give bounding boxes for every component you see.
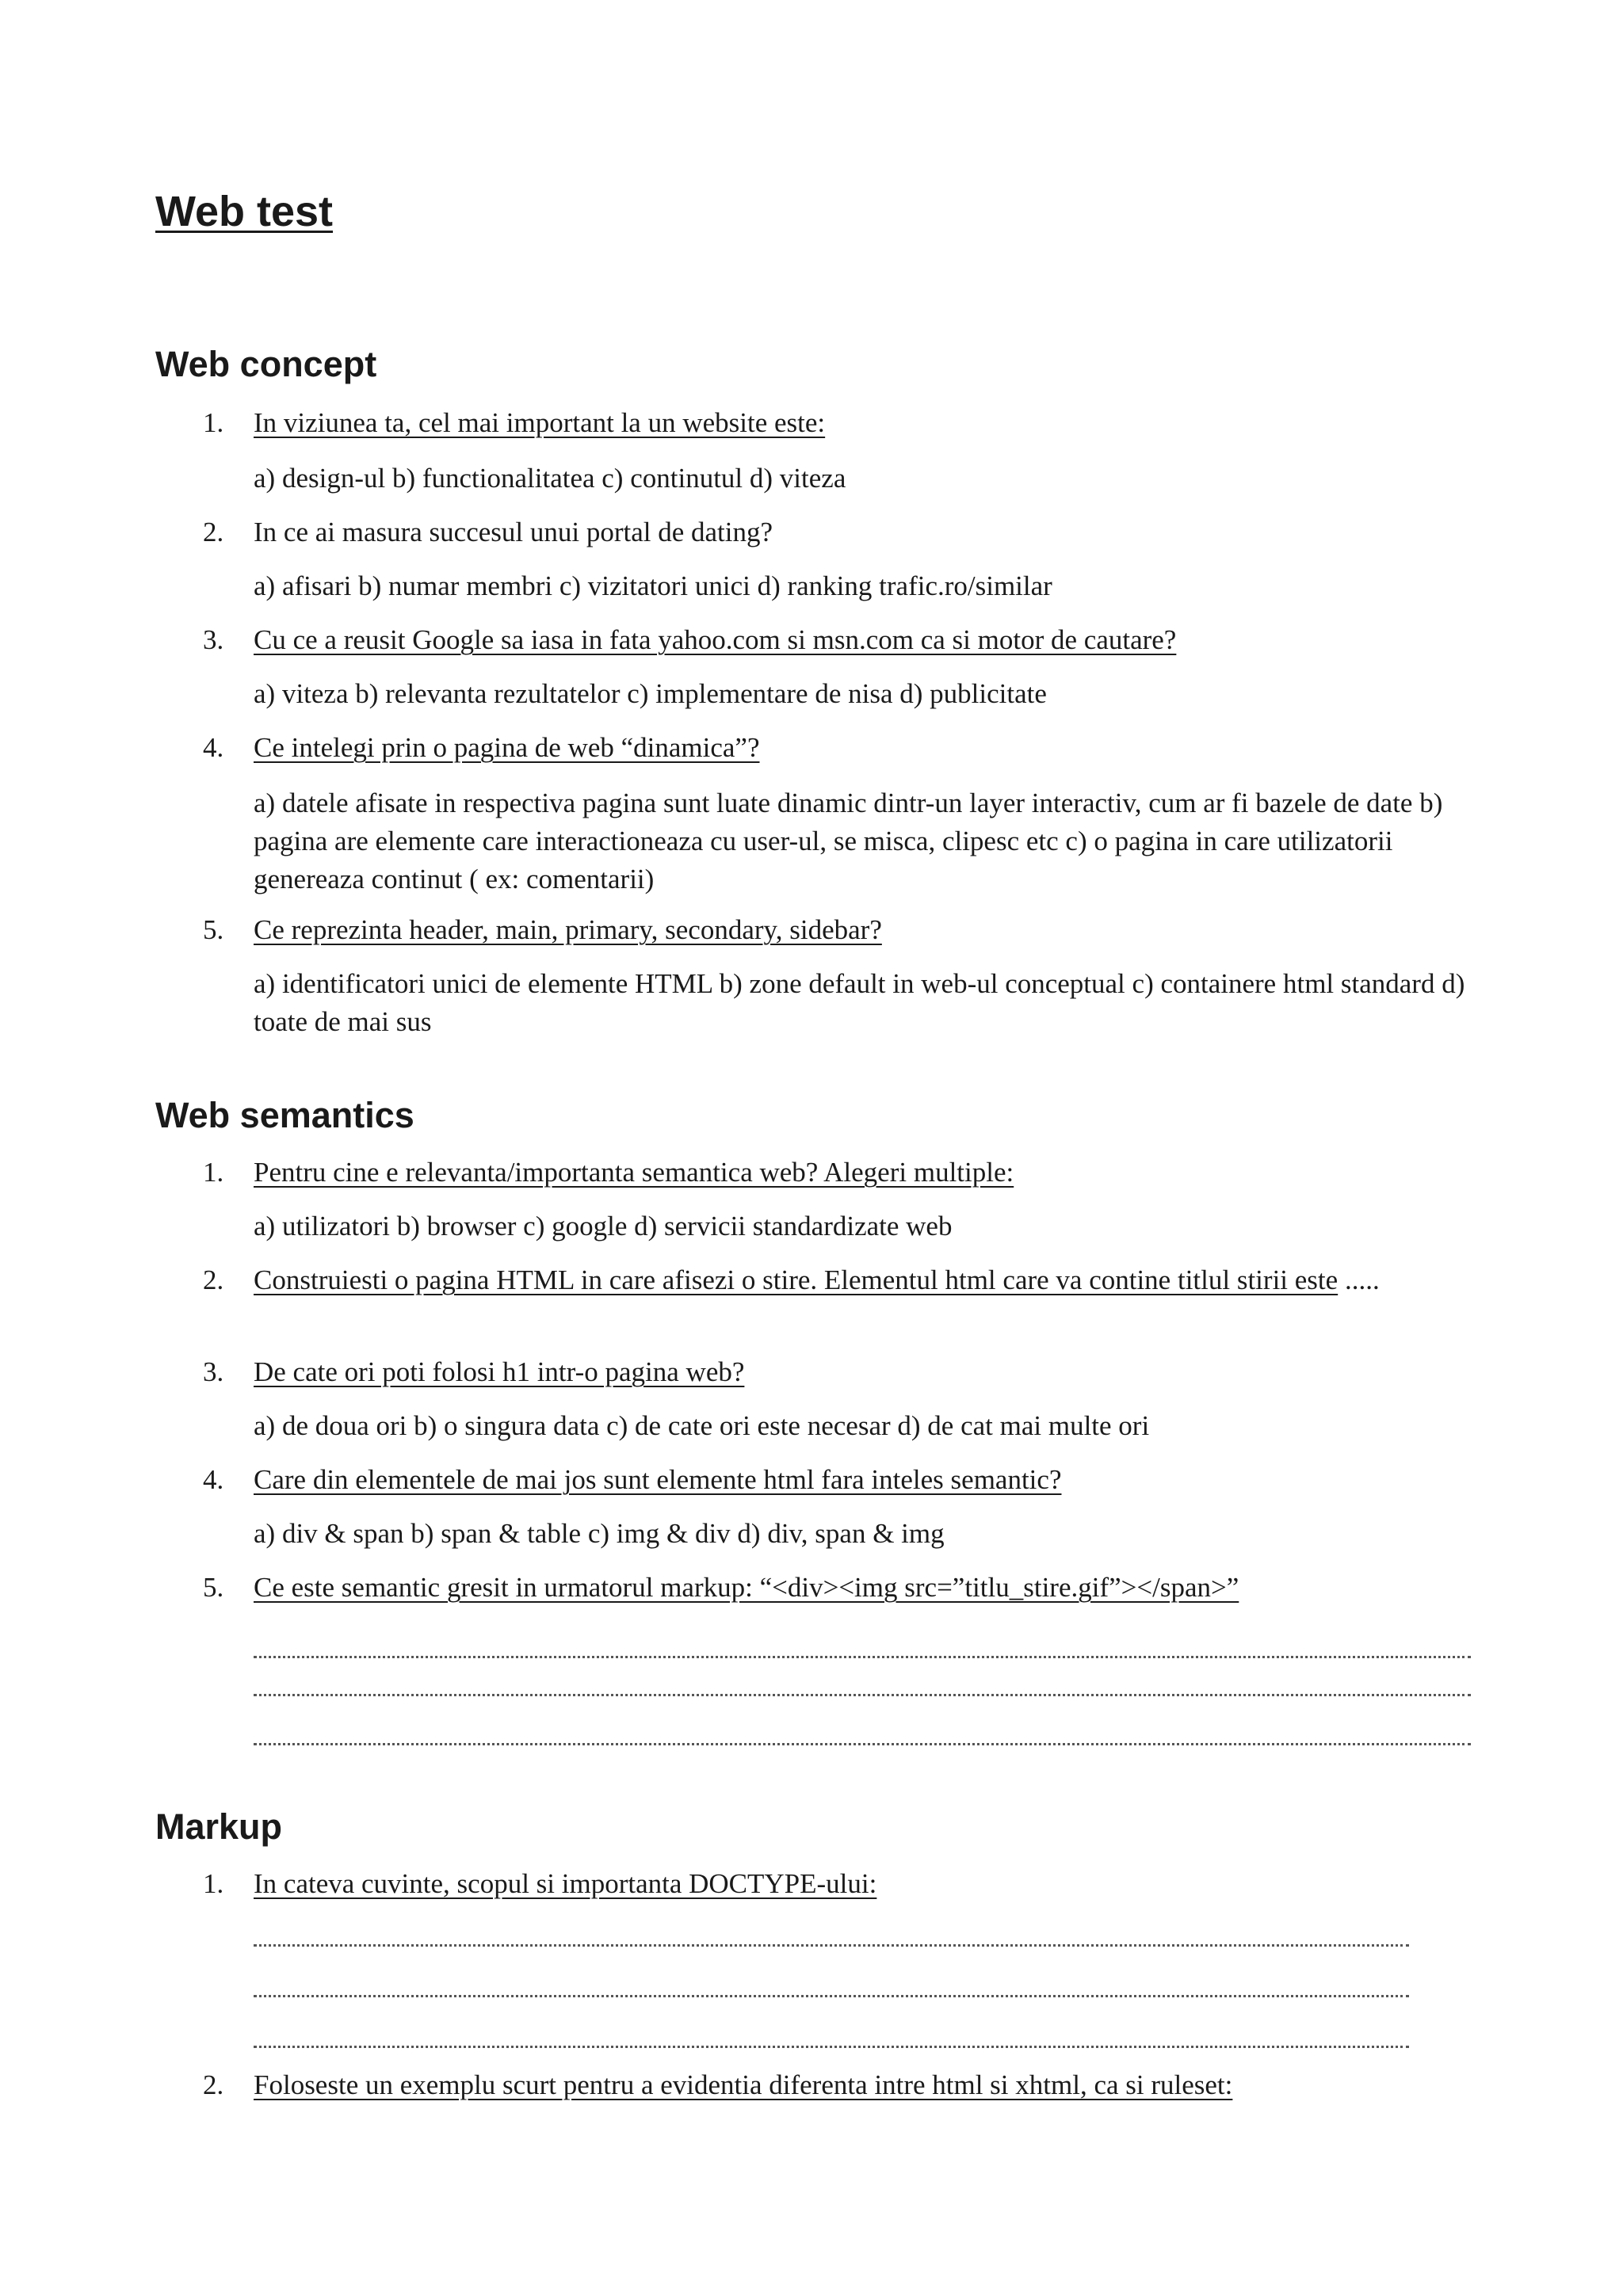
question-text-underlined: Construiesti o pagina HTML in care afisezi o stire. Elementul html care va contine titlul stirii este bbox=[254, 1264, 1338, 1295]
question-text: Pentru cine e relevanta/importanta semantica web? Alegeri multiple: bbox=[254, 1157, 1014, 1188]
question-text: In cateva cuvinte, scopul si importanta DOCTYPE-ului: bbox=[254, 1868, 877, 1899]
answer-options: a) de doua ori b) o singura data c) de cate ori este necesar d) de cat mai multe ori bbox=[254, 1410, 1150, 1441]
answer-options: a) div & span b) span & table c) img & div d) div, span & img bbox=[254, 1518, 945, 1549]
question-number: 1. bbox=[203, 1157, 224, 1188]
question-text: In viziunea ta, cel mai important la un website este: bbox=[254, 407, 826, 438]
answer-line[interactable] bbox=[254, 1944, 1409, 1947]
document-title: Web test bbox=[155, 188, 334, 235]
section-heading: Markup bbox=[155, 1806, 283, 1847]
question-number: 4. bbox=[203, 732, 224, 763]
question-text: Foloseste un exemplu scurt pentru a evidentia diferenta intre html si xhtml, ca si ruleset: bbox=[254, 2069, 1233, 2100]
question-number: 5. bbox=[203, 914, 224, 945]
answer-options: a) identificatori unici de elemente HTML b) zone default in web-ul conceptual c) containere html standard d) toate de mai sus bbox=[254, 968, 1465, 1037]
answer-line[interactable] bbox=[254, 1656, 1471, 1658]
question-text: Cu ce a reusit Google sa iasa in fata yahoo.com si msn.com ca si motor de cautare? bbox=[254, 624, 1177, 655]
question-text: In ce ai masura succesul unui portal de dating? bbox=[254, 517, 773, 547]
question-number: 2. bbox=[203, 2069, 224, 2100]
question-text: Ce intelegi prin o pagina de web “dinamica”? bbox=[254, 732, 760, 763]
question-number: 5. bbox=[203, 1572, 224, 1603]
answer-line[interactable] bbox=[254, 2046, 1409, 2048]
question-number: 2. bbox=[203, 517, 224, 547]
answer-options: a) design-ul b) functionalitatea c) continutul d) viteza bbox=[254, 463, 846, 494]
question-number: 1. bbox=[203, 407, 224, 438]
answer-options: a) utilizatori b) browser c) google d) servicii standardizate web bbox=[254, 1211, 953, 1241]
question-number: 2. bbox=[203, 1264, 224, 1295]
answer-blank: ..... bbox=[1338, 1264, 1380, 1295]
question-number: 4. bbox=[203, 1464, 224, 1495]
question-text: Ce este semantic gresit in urmatorul markup: “<div><img src=”titlu_stire.gif”></span>” bbox=[254, 1572, 1239, 1603]
answer-line[interactable] bbox=[254, 1995, 1409, 1997]
question-text: De cate ori poti folosi h1 intr-o pagina web? bbox=[254, 1356, 745, 1387]
question-number: 3. bbox=[203, 624, 224, 655]
question-text: Care din elementele de mai jos sunt elemente html fara inteles semantic? bbox=[254, 1464, 1062, 1495]
question-number: 3. bbox=[203, 1356, 224, 1387]
answer-line[interactable] bbox=[254, 1694, 1471, 1696]
section-heading: Web semantics bbox=[155, 1095, 414, 1135]
question-number: 1. bbox=[203, 1868, 224, 1899]
answer-options: a) afisari b) numar membri c) vizitatori unici d) ranking trafic.ro/similar bbox=[254, 570, 1052, 601]
question-text: Ce reprezinta header, main, primary, secondary, sidebar? bbox=[254, 914, 882, 945]
answer-options: a) viteza b) relevanta rezultatelor c) implementare de nisa d) publicitate bbox=[254, 678, 1047, 709]
question-text bbox=[254, 1261, 1490, 1299]
section-heading: Web concept bbox=[155, 344, 377, 384]
answer-options: a) datele afisate in respectiva pagina sunt luate dinamic dintr-un layer interactiv, cum ar fi bazele de date b) pagina are elemente care interactioneaza cu user-ul, se misca, clipesc etc c) o pagina in care utilizatorii genereaza continut ( ex: comentarii) bbox=[254, 788, 1443, 894]
answer-line[interactable] bbox=[254, 1743, 1471, 1745]
